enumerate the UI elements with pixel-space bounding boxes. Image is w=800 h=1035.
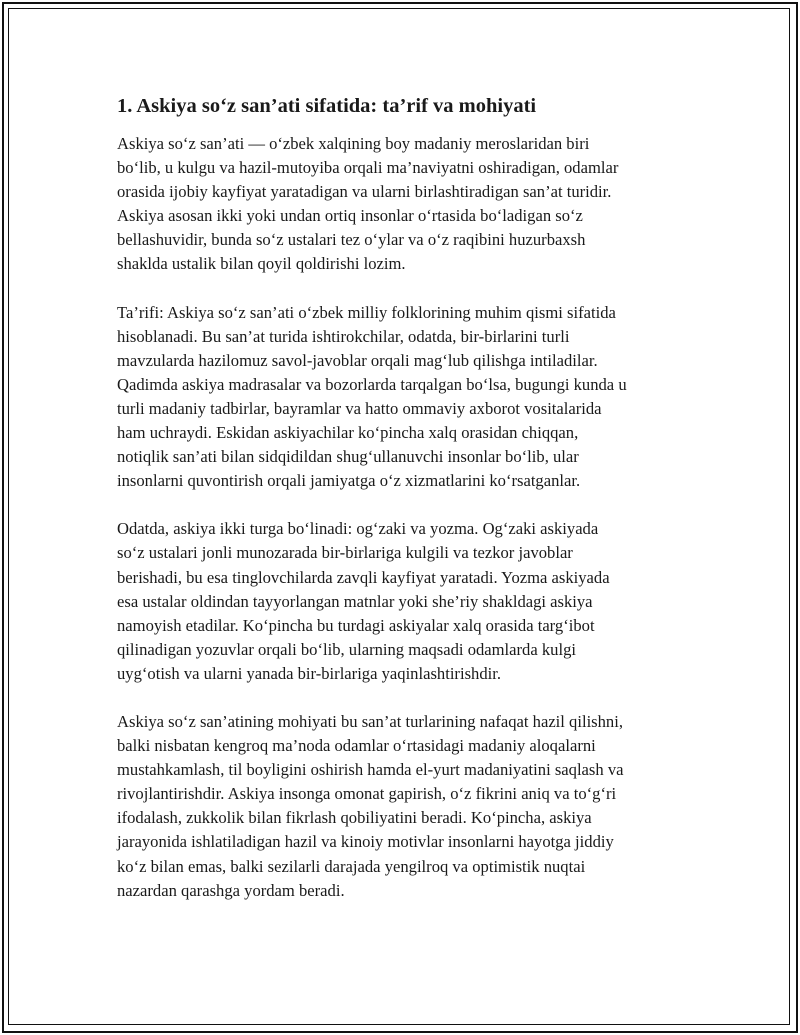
text-line: namoyish etadilar. Ko‘pincha bu turdagi askiyalar xalq orasida targ‘ibot	[117, 615, 595, 635]
text-line: mavzularda hazilomuz savol-javoblar orqali mag‘lub qilishga intiladilar.	[117, 350, 598, 370]
text-line: Odatda, askiya ikki turga bo‘linadi: og‘zaki va yozma. Og‘zaki askiyada	[117, 519, 599, 539]
text-line: ko‘z bilan emas, balki sezilarli darajada yengilroq va optimistik nuqtai	[117, 856, 586, 876]
text-line: Ta’rifi: Askiya so‘z san’ati o‘zbek milliy folklorining muhim qismi sifatida	[117, 302, 616, 322]
text-line: balki nisbatan kengroq ma’noda odamlar o‘rtasidagi madaniy aloqalarni	[117, 736, 596, 756]
section-heading: 1. Askiya so‘z san’ati sifatida: ta’rif va mohiyati	[117, 95, 537, 117]
text-line: esa ustalar oldindan tayyorlangan matnlar yoki she’riy shakldagi askiya	[117, 591, 593, 611]
text-line: uyg‘otish va ularni yanada bir-birlariga yaqinlashtirishdir.	[117, 663, 501, 683]
paragraph-definition	[117, 301, 697, 494]
paragraph-intro	[117, 132, 697, 277]
document-body	[117, 92, 697, 927]
text-line: qilinadigan yozuvlar orqali bo‘lib, ularning maqsadi odamlarda kulgi	[117, 639, 576, 659]
text-line: nazardan qarashga yordam beradi.	[117, 880, 345, 900]
text-line: ham uchraydi. Eskidan askiyachilar ko‘pincha xalq orasidan chiqqan,	[117, 423, 579, 443]
text-line: bellashuvidir, bunda so‘z ustalari tez o‘ylar va o‘z raqibini huzurbaxsh	[117, 230, 586, 250]
paragraph-types	[117, 517, 697, 686]
text-line: Askiya so‘z san’atining mohiyati bu san’at turlarining nafaqat hazil qilishni,	[117, 711, 623, 731]
text-line: Qadimda askiya madrasalar va bozorlarda tarqalgan bo‘lsa, bugungi kunda u	[117, 374, 627, 394]
text-line: berishadi, bu esa tinglovchilarda zavqli kayfiyat yaratadi. Yozma askiyada	[117, 567, 610, 587]
text-line: orasida ijobiy kayfiyat yaratadigan va ularni birlashtiradigan san’at turidir.	[117, 182, 612, 202]
text-line: rivojlantirishdir. Askiya insonga omonat gapirish, o‘z fikrini aniq va to‘g‘ri	[117, 784, 617, 804]
text-line: Askiya so‘z san’ati — o‘zbek xalqining boy madaniy meroslaridan biri	[117, 134, 590, 153]
text-line: insonlarni quvontirish orqali jamiyatga o‘z xizmatlarini ko‘rsatganlar.	[117, 471, 581, 491]
text-line: shaklda ustalik bilan qoyil qoldirishi lozim.	[117, 254, 406, 274]
text-line: so‘z ustalari jonli munozarada bir-birlariga kulgili va tezkor javoblar	[117, 543, 573, 563]
text-line: Askiya asosan ikki yoki undan ortiq insonlar o‘rtasida bo‘ladigan so‘z	[117, 206, 583, 226]
text-line: mustahkamlash, til boyligini oshirish hamda el-yurt madaniyatini saqlash va	[117, 760, 624, 780]
text-line: notiqlik san’ati bilan sidqidildan shug‘ullanuvchi insonlar bo‘lib, ular	[117, 447, 579, 467]
paragraph-essence	[117, 710, 697, 903]
text-line: turli madaniy tadbirlar, bayramlar va hatto ommaviy axborot vositalarida	[117, 398, 602, 418]
text-line: bo‘lib, u kulgu va hazil-mutoyiba orqali ma’naviyatni oshiradigan, odamlar	[117, 158, 619, 178]
text-line: ifodalash, zukkolik bilan fikrlash qobiliyatini beradi. Ko‘pincha, askiya	[117, 808, 592, 828]
text-line: jarayonida ishlatiladigan hazil va kinoiy motivlar insonlarni hayotga jiddiy	[117, 832, 614, 852]
text-line: hisoblanadi. Bu san’at turida ishtirokchilar, odatda, bir-birlarini turli	[117, 326, 570, 346]
